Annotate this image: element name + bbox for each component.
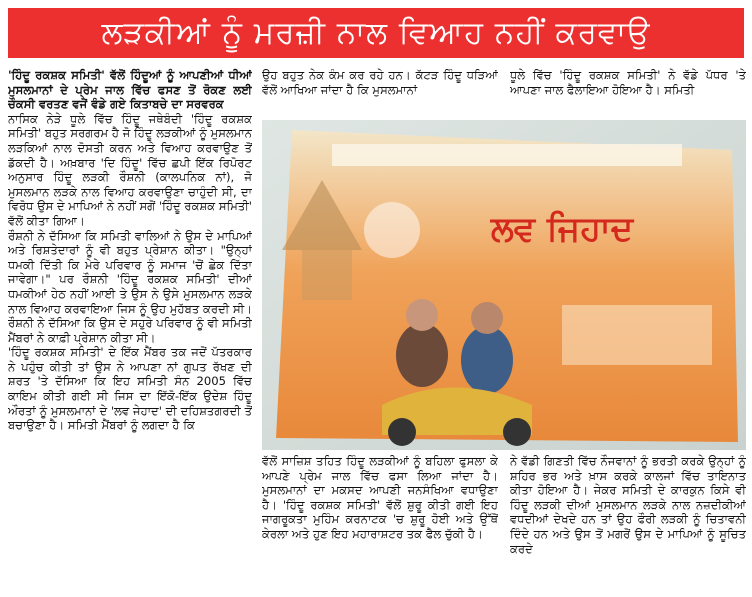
person-figure bbox=[396, 323, 448, 387]
article-paragraph: ਨਾਸਿਕ ਨੇੜੇ ਧੂਲੇ ਵਿੱਚ ਹਿੰਦੂ ਜਥੇਬੰਦੀ 'ਹਿੰਦੂ ਰਕਸ਼ਕ ਸਮਿਤੀ' ਬਹੁਤ ਸਰਗਰਮ ਹੈ ਜੋ ਹਿੰਦੂ ਲੜਕੀਆਂ ਨੂੰ ਮੁਸਲਮਾਨ ਲੜਕਿਆਂ ਨਾਲ ਦੋਸਤੀ ਕਰਨ ਅਤੇ ਵਿਆਹ ਕਰਵਾਉਣ ਤੋਂ ਡੱਕਦੀ ਹੈ। ਅਖ਼ਬਾਰ 'ਦਿ ਹਿੰਦੂ' ਵਿੱਚ ਛਪੀ ਇੱਕ ਰਿਪੋਰਟ ਅਨੁਸਾਰ ਹਿੰਦੂ ਲੜਕੀ ਰੌਸ਼ਨੀ (ਕਾਲਪਨਿਕ ਨਾਂ), ਜੋ ਮੁਸਲਮਾਨ ਲੜਕੇ ਨਾਲ ਵਿਆਹ ਕਰਵਾਉਣਾ ਚਾਹੁੰਦੀ ਸੀ, ਦਾ ਵਿਰੋਧ ਉਸ ਦੇ ਮਾਪਿਆਂ ਨੇ ਨਹੀਂ ਸਗੋਂ 'ਹਿੰਦੂ ਰਕਸ਼ਕ ਸਮਿਤੀ' ਵੱਲੋਂ ਕੀਤਾ ਗਿਆ। bbox=[8, 111, 252, 228]
article-paragraph: 'ਹਿੰਦੂ ਰਕਸ਼ਕ ਸਮਿਤੀ' ਦੇ ਇੱਕ ਮੈਂਬਰ ਤਕ ਜਦੋਂ ਪੱਤਰਕਾਰ ਨੇ ਪਹੁੰਚ ਕੀਤੀ ਤਾਂ ਉਸ ਨੇ ਆਪਣਾ ਨਾਂ ਗੁਪਤ ਰੱਖਣ ਦੀ ਸ਼ਰਤ 'ਤੇ ਦੱਸਿਆ ਕਿ ਇਹ ਸਮਿਤੀ ਸੰਨ 2005 ਵਿੱਚ ਕਾਇਮ ਕੀਤੀ ਗਈ ਸੀ ਜਿਸ ਦਾ ਇੱਕੋ-ਇੱਕ ਉਦੇਸ਼ ਹਿੰਦੂ ਔਰਤਾਂ ਨੂੰ ਮੁਸਲਮਾਨਾਂ ਦੇ 'ਲਵ ਜੇਹਾਦ' ਦੀ ਦਹਿਸ਼ਤਗਰਦੀ ਤੋਂ ਬਚਾਉਣਾ ਹੈ। ਸਮਿਤੀ ਮੈਂਬਰਾਂ ਨੂੰ ਲਗਦਾ ਹੈ ਕਿ bbox=[8, 345, 252, 433]
article-paragraph: ਧੂਲੇ ਵਿੱਚ 'ਹਿੰਦੂ ਰਕਸ਼ਕ ਸਮਿਤੀ' ਨੇ ਵੱਡੇ ਪੱਧਰ 'ਤੇ ਆਪਣਾ ਜਾਲ ਫੈਲਾਇਆ ਹੋਇਆ ਹੈ। ਸਮਿਤੀ bbox=[510, 68, 746, 97]
book-cover-photo bbox=[262, 120, 746, 450]
photo-caption: 'ਹਿੰਦੂ ਰਕਸ਼ਕ ਸਮਿਤੀ' ਵੱਲੋਂ ਹਿੰਦੂਆਂ ਨੂੰ ਆਪਣੀਆਂ ਧੀਆਂ ਮੁਸਲਮਾਨਾਂ ਦੇ ਪ੍ਰੇਮ ਜਾਲ ਵਿੱਚ ਫਸਣ ਤੋਂ ਰੋਕਣ ਲਈ ਚੌਕਸੀ ਵਰਤਣ ਵਜੋਂ ਵੰਡੇ ਗਏ ਕਿਤਾਬਚੇ ਦਾ ਸਰਵਰਕ bbox=[8, 68, 252, 112]
book-title: ਲਵ ਜਿਹਾਦ bbox=[490, 209, 634, 249]
article-paragraph: ਨੇ ਵੱਡੀ ਗਿਣਤੀ ਵਿੱਚ ਨੌਜਵਾਨਾਂ ਨੂੰ ਭਰਤੀ ਕਰਕੇ ਉਨ੍ਹਾਂ ਨੂੰ ਸ਼ਹਿਰ ਭਰ ਅਤੇ ਖ਼ਾਸ ਕਰਕੇ ਕਾਲਜਾਂ ਵਿੱਚ ਤਾਇਨਾਤ ਕੀਤਾ ਹੋਇਆ ਹੈ। ਜੇਕਰ ਸਮਿਤੀ ਦੇ ਕਾਰਕੁਨ ਕਿਸੇ ਵੀ ਹਿੰਦੂ ਲੜਕੀ ਦੀਆਂ ਮੁਸਲਮਾਨ ਲੜਕੇ ਨਾਲ ਨਜ਼ਦੀਕੀਆਂ ਵਧਦੀਆਂ ਦੇਖਦੇ ਹਨ ਤਾਂ ਉਹ ਫੌਰੀ ਲੜਕੀ ਨੂੰ ਚਿਤਾਵਨੀ ਦਿੰਦੇ ਹਨ ਅਤੇ ਉਸ ਤੋਂ ਮਗਰੋਂ ਉਸ ਦੇ ਮਾਪਿਆਂ ਨੂੰ ਸੂਚਿਤ ਕਰਦੇ bbox=[510, 454, 746, 556]
book-cover-illustration bbox=[262, 120, 746, 450]
article-paragraph: ਰੌਸ਼ਨੀ ਨੇ ਦੱਸਿਆ ਕਿ ਸਮਿਤੀ ਵਾਲਿਆਂ ਨੇ ਉਸ ਦੇ ਮਾਪਿਆਂ ਅਤੇ ਰਿਸ਼ਤੇਦਾਰਾਂ ਨੂੰ ਵੀ ਬਹੁਤ ਪ੍ਰੇਸ਼ਾਨ ਕੀਤਾ। "ਉਨ੍ਹਾਂ ਧਮਕੀ ਦਿੱਤੀ ਕਿ ਮੇਰੇ ਪਰਿਵਾਰ ਨੂੰ ਸਮਾਜ 'ਚੋਂ ਛੇਕ ਦਿੱਤਾ ਜਾਵੇਗਾ।" ਪਰ ਰੌਸ਼ਨੀ 'ਹਿੰਦੂ ਰਕਸ਼ਕ ਸਮਿਤੀ' ਦੀਆਂ ਧਮਕੀਆਂ ਹੇਠ ਨਹੀਂ ਆਈ ਤੇ ਉਸ ਨੇ ਉਸੇ ਮੁਸਲਮਾਨ ਲੜਕੇ ਨਾਲ ਵਿਆਹ ਕਰਵਾਇਆ ਜਿਸ ਨੂੰ ਉਹ ਮੁਹੱਬਤ ਕਰਦੀ ਸੀ। ਰੌਸ਼ਨੀ ਨੇ ਦੱਸਿਆ ਕਿ ਉਸ ਦੇ ਸਹੁਰੇ ਪਰਿਵਾਰ ਨੂੰ ਵੀ ਸਮਿਤੀ ਮੈਂਬਰਾਂ ਨੇ ਕਾਫ਼ੀ ਪ੍ਰੇਸ਼ਾਨ ਕੀਤਾ ਸੀ। bbox=[8, 228, 252, 345]
article-paragraph: ਉਹ ਬਹੁਤ ਨੇਕ ਕੰਮ ਕਰ ਰਹੇ ਹਨ। ਕੱਟੜ ਹਿੰਦੂ ਧੜਿਆਂ ਵੱਲੋਂ ਆਖਿਆ ਜਾਂਦਾ ਹੈ ਕਿ ਮੁਸਲਮਾਨਾਂ bbox=[262, 68, 498, 97]
headline: ਲੜਕੀਆਂ ਨੂੰ ਮਰਜ਼ੀ ਨਾਲ ਵਿਆਹ ਨਹੀਂ ਕਰਵਾਉ bbox=[8, 8, 744, 58]
article-paragraph: ਵੱਲੋਂ ਸਾਜ਼ਿਸ਼ ਤਹਿਤ ਹਿੰਦੂ ਲੜਕੀਆਂ ਨੂੰ ਬਹਿਲਾ ਫੁਸਲਾ ਕੇ ਆਪਣੇ ਪ੍ਰੇਮ ਜਾਲ ਵਿੱਚ ਫਸਾ ਲਿਆ ਜਾਂਦਾ ਹੈ। ਮੁਸਲਮਾਨਾਂ ਦਾ ਮਕਸਦ ਆਪਣੀ ਜਨਸੰਖਿਆ ਵਧਾਉਣਾ ਹੈ। 'ਹਿੰਦੂ ਰਕਸ਼ਕ ਸਮਿਤੀ' ਵੱਲੋਂ ਸ਼ੁਰੂ ਕੀਤੀ ਗਈ ਇਹ ਜਾਗਰੂਕਤਾ ਮੁਹਿੰਮ ਕਰਨਾਟਕ 'ਚ ਸ਼ੁਰੂ ਹੋਈ ਅਤੇ ਉੱਥੋਂ ਕੇਰਲਾ ਅਤੇ ਹੁਣ ਇਹ ਮਹਾਰਾਸ਼ਟਰ ਤਕ ਫੈਲ ਚੁੱਕੀ ਹੈ। bbox=[262, 454, 498, 541]
article-column-2-bottom bbox=[262, 454, 498, 593]
article-column-1 bbox=[8, 68, 252, 593]
article-column-3-top bbox=[510, 68, 746, 116]
article-column-3-bottom bbox=[510, 454, 746, 593]
article-column-2-top bbox=[262, 68, 498, 116]
person-figure bbox=[461, 326, 513, 394]
